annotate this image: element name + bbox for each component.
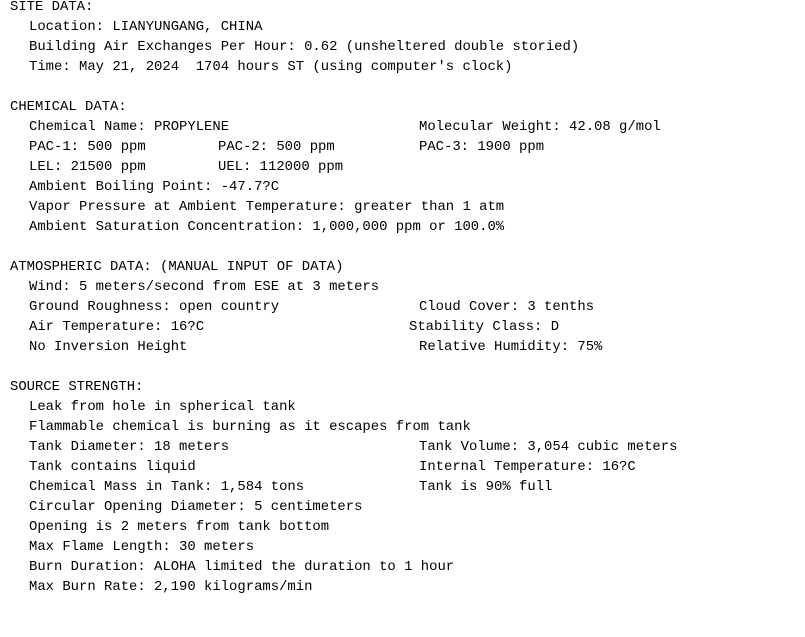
pac2-value: PAC-2: 500 ppm (218, 139, 335, 155)
chemical-data-heading-row (10, 97, 800, 117)
flame-length-row (10, 537, 800, 557)
burn-duration-row (10, 557, 800, 577)
wind-row (10, 277, 800, 297)
burn-duration: Burn Duration: ALOHA limited the duration to 1 hour (29, 559, 455, 575)
tank-volume: Tank Volume: 3,054 cubic meters (419, 439, 678, 455)
cloud-cover: Cloud Cover: 3 tenths (419, 299, 595, 315)
air-exchanges: Building Air Exchanges Per Hour: 0.62 (unsheltered double storied) (29, 39, 580, 55)
uel-value: UEL: 112000 ppm (218, 159, 344, 175)
tank-contents: Tank contains liquid (29, 459, 196, 475)
tank-fill-level: Tank is 90% full (419, 479, 553, 495)
inversion-humidity-row (10, 337, 800, 357)
opening-height-row (10, 517, 800, 537)
tank-dimensions-row (10, 437, 800, 457)
max-flame-length: Max Flame Length: 30 meters (29, 539, 255, 555)
explosive-limits-row (10, 157, 800, 177)
site-data-section-heading-row (10, 0, 800, 17)
max-burn-rate: Max Burn Rate: 2,190 kilograms/min (29, 579, 313, 595)
stability-class: Stability Class: D (409, 319, 560, 335)
tank-diameter: Tank Diameter: 18 meters (29, 439, 230, 455)
chemical-mass-row (10, 477, 800, 497)
temperature-stability-row (10, 317, 800, 337)
lel-value: LEL: 21500 ppm (29, 159, 146, 175)
boiling-point: Ambient Boiling Point: -47.7?C (29, 179, 280, 195)
ground-cloud-row (10, 297, 800, 317)
leak-description: Leak from hole in spherical tank (29, 399, 296, 415)
opening-height: Opening is 2 meters from tank bottom (29, 519, 330, 535)
site-data-heading: SITE DATA: (10, 0, 94, 15)
atmospheric-data-heading: ATMOSPHERIC DATA: (MANUAL INPUT OF DATA) (10, 259, 344, 275)
site-location: Location: LIANYUNGANG, CHINA (29, 19, 263, 35)
internal-temperature: Internal Temperature: 16?C (419, 459, 636, 475)
opening-diameter: Circular Opening Diameter: 5 centimeters (29, 499, 363, 515)
atmospheric-data-heading-row (10, 257, 800, 277)
vapor-pressure: Vapor Pressure at Ambient Temperature: greater than 1 atm (29, 199, 505, 215)
tank-contents-row (10, 457, 800, 477)
molecular-weight: Molecular Weight: 42.08 g/mol (419, 119, 661, 135)
inversion-height: No Inversion Height (29, 339, 188, 355)
saturation-concentration: Ambient Saturation Concentration: 1,000,000 ppm or 100.0% (29, 219, 505, 235)
burning-description: Flammable chemical is burning as it escapes from tank (29, 419, 471, 435)
wind: Wind: 5 meters/second from ESE at 3 meters (29, 279, 380, 295)
chemical-name: Chemical Name: PROPYLENE (29, 119, 230, 135)
pac3-value: PAC-3: 1900 ppm (419, 139, 545, 155)
site-time-row (10, 57, 800, 77)
chemical-mass: Chemical Mass in Tank: 1,584 tons (29, 479, 305, 495)
boiling-point-row (10, 177, 800, 197)
relative-humidity: Relative Humidity: 75% (419, 339, 603, 355)
source-strength-heading-row (10, 377, 800, 397)
aloha-text-summary (10, 0, 800, 597)
pac1-value: PAC-1: 500 ppm (29, 139, 146, 155)
leak-row (10, 397, 800, 417)
air-temperature: Air Temperature: 16?C (29, 319, 205, 335)
spacer (10, 237, 800, 257)
chemical-name-row (10, 117, 800, 137)
spacer (10, 357, 800, 377)
burning-row (10, 417, 800, 437)
site-location-row (10, 17, 800, 37)
pac-levels-row (10, 137, 800, 157)
source-strength-heading: SOURCE STRENGTH: (10, 379, 144, 395)
vapor-pressure-row (10, 197, 800, 217)
spacer (10, 77, 800, 97)
ground-roughness: Ground Roughness: open country (29, 299, 280, 315)
site-time: Time: May 21, 2024 1704 hours ST (using computer's clock) (29, 59, 513, 75)
opening-diameter-row (10, 497, 800, 517)
air-exchanges-row (10, 37, 800, 57)
saturation-row (10, 217, 800, 237)
chemical-data-heading: CHEMICAL DATA: (10, 99, 127, 115)
burn-rate-row (10, 577, 800, 597)
